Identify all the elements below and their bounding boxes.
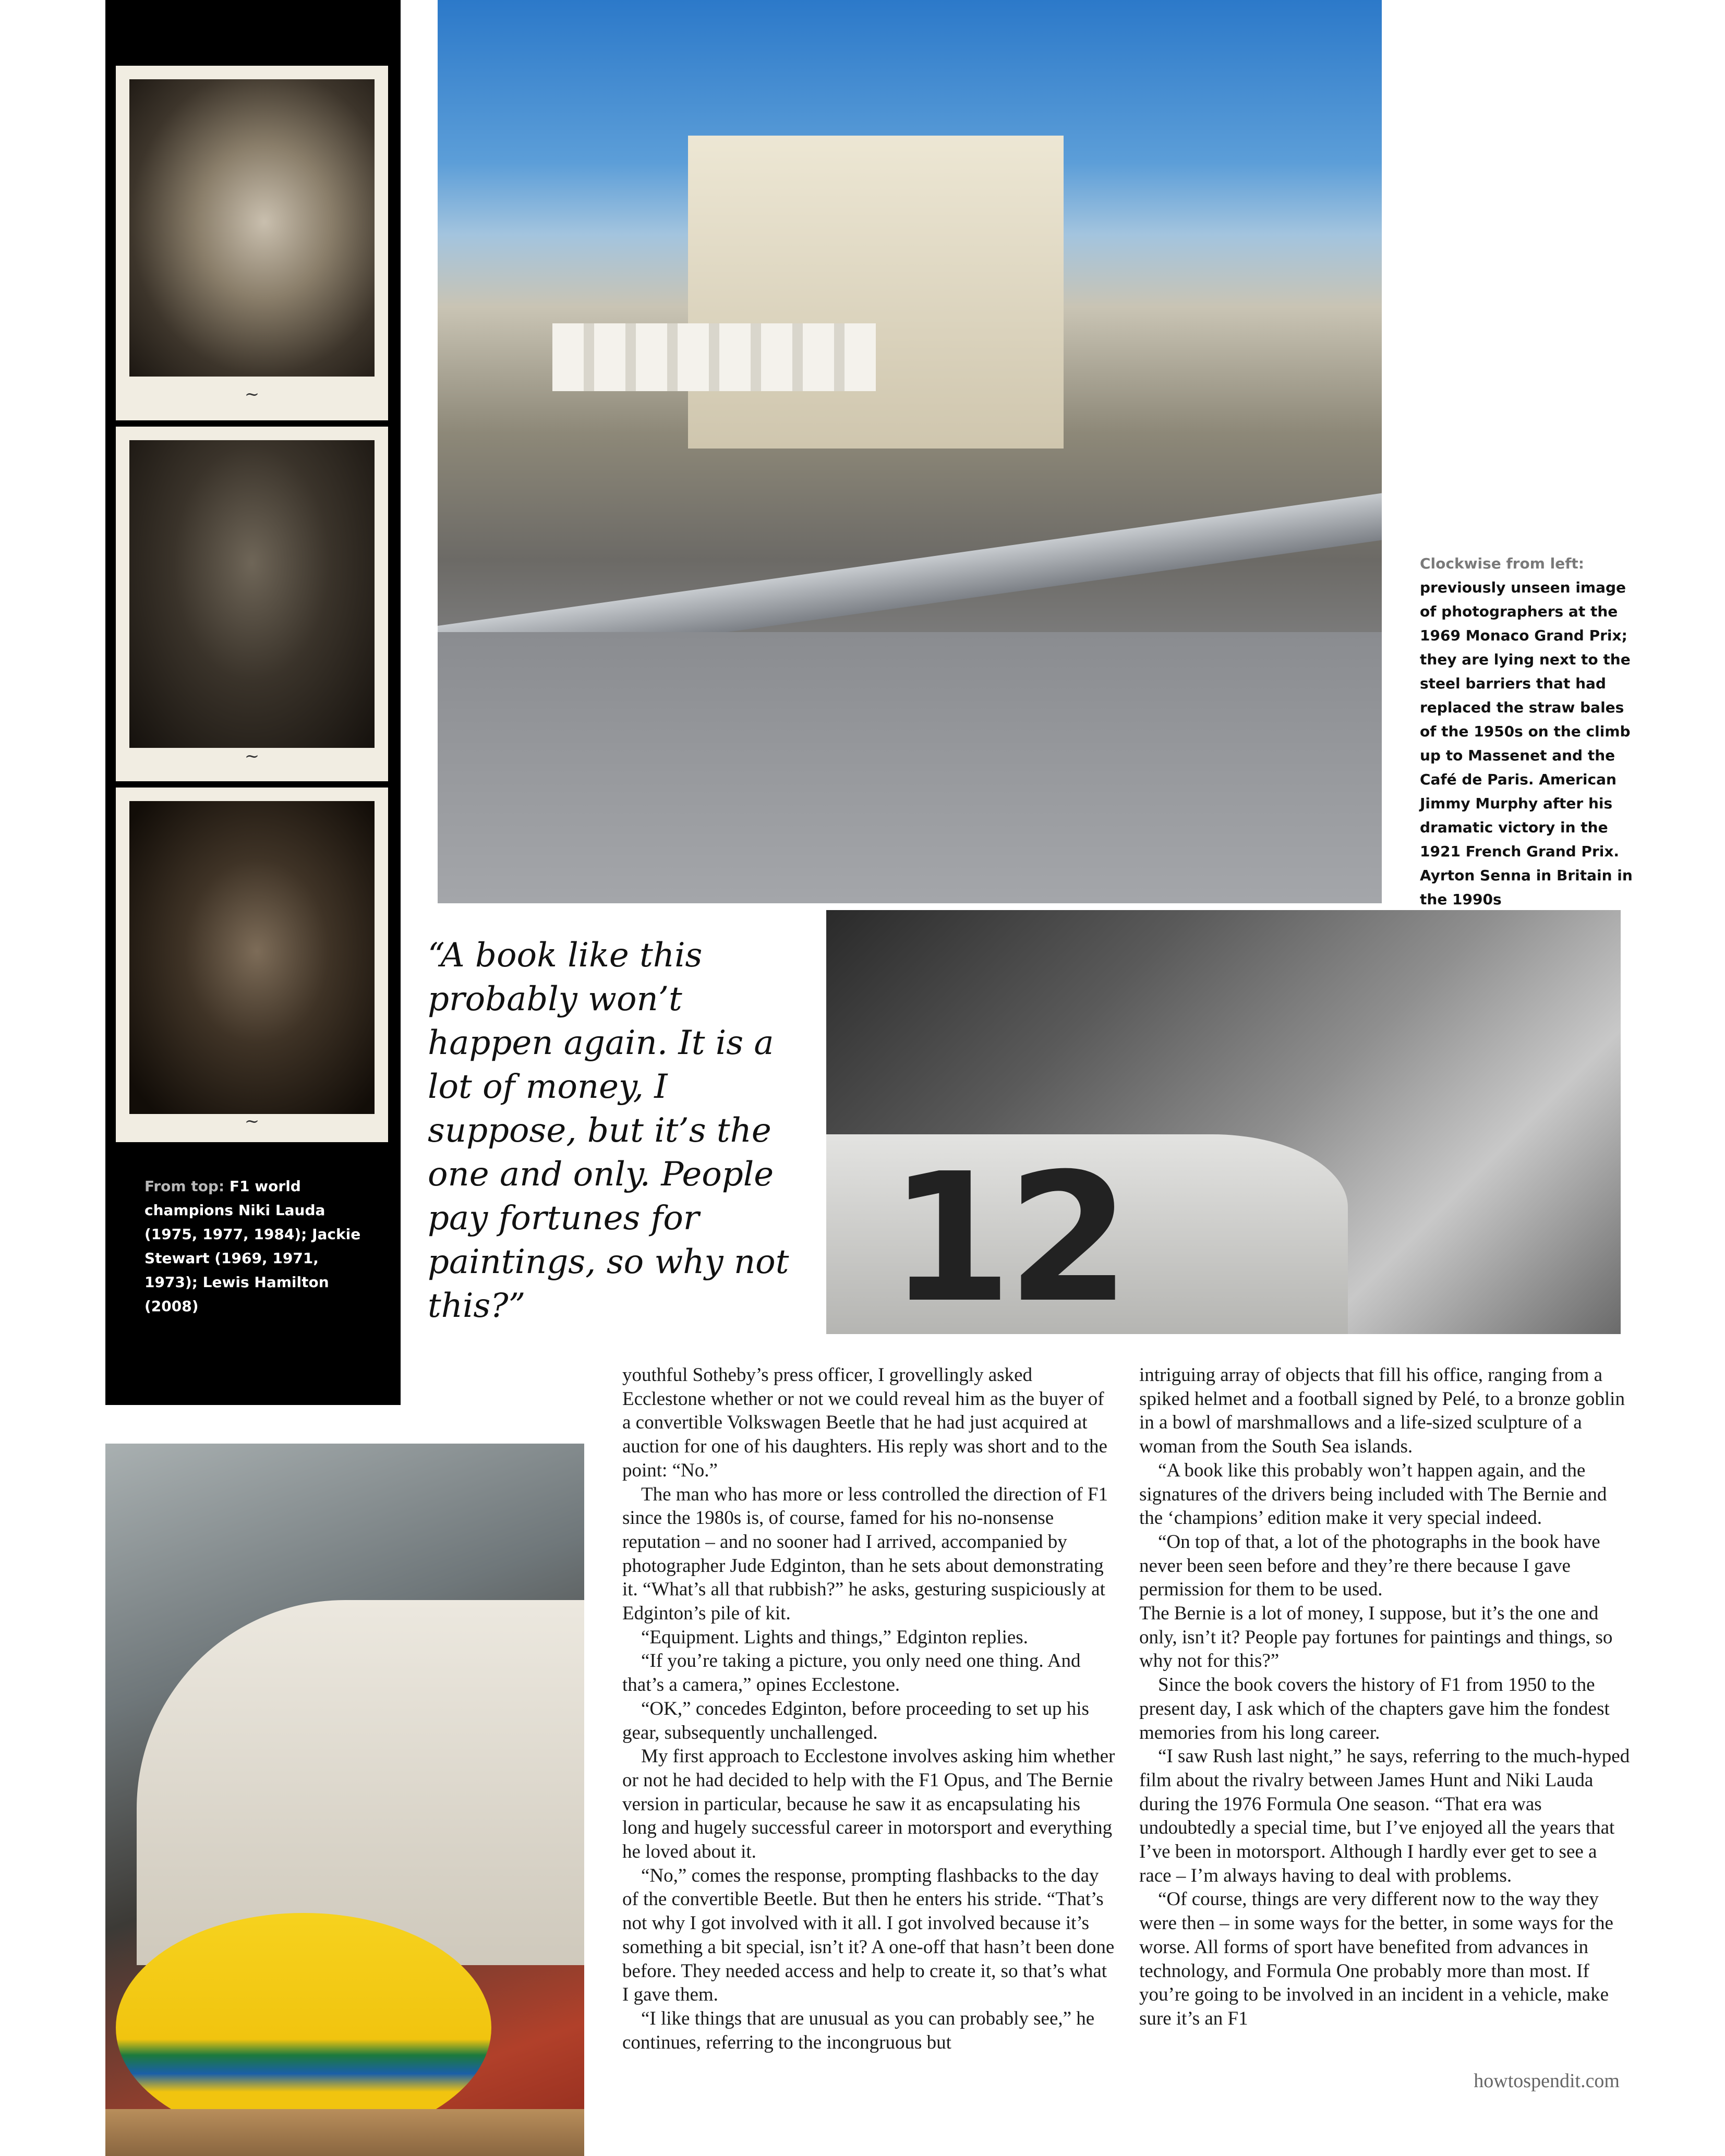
paragraph: Since the book covers the history of F1 from 1950 to the present day, I ask which of the chapters gave him the fondest memories from his long career. [1139, 1674, 1610, 1743]
signature-lauda: ~ [244, 384, 260, 405]
shop-awnings [552, 323, 876, 391]
portrait-strip [105, 0, 401, 1405]
paragraph: “No,” comes the response, prompting flashbacks to the day of the convertible Beetle. But then he enters his stride. “That’s not why I got involved with it all. I got involved because it’s something a bit special, isn’t it? A one-off that hasn’t been done before. They needed access and help to create it, so that’s what I gave them. [622, 1864, 1115, 2006]
driver-figure [137, 1600, 584, 1965]
polaroid-niki-lauda [116, 66, 388, 420]
site-footer: howtospendit.com [1474, 2070, 1620, 2092]
helmet [116, 1913, 491, 2142]
paragraph: youthful Sotheby’s press officer, I grovellingly asked Ecclestone whether or not we could reveal him as the buyer of a convertible Volkswagen Beetle that he had just acquired at auction for one of his daughters. His reply was short and to the point: “No.” [622, 1364, 1107, 1481]
photo-lewis-hamilton [129, 801, 375, 1114]
portrait-caption-text: F1 world champions Niki Lauda (1975, 1977, 1984); Jackie Stewart (1969, 1971, 1973); Lewis Hamilton (2008) [144, 1178, 361, 1315]
paragraph: The man who has more or less controlled the direction of F1 since the 1980s is, of course, famed for his no-nonsense reputation – and no sooner had I arrived, accompanied by photographer Jude Edginton, than he sets about demonstrating it. “What’s all that rubbish?” he asks, gesturing suspiciously at Edginton’s pile of kit. [622, 1483, 1108, 1625]
paragraph: The Bernie is a lot of money, I suppose, but it’s the one and only, isn’t it? People pay fortunes for paintings and things, so why not for this?” [1139, 1603, 1613, 1672]
body-column-2 [1139, 1363, 1634, 2031]
signature-stewart: ~ [244, 746, 260, 767]
pull-quote: “A book like this probably won’t happen again. It is a lot of money, I suppose, but it’s the one and only. People pay fortunes for paintings, so why not this?” [428, 936, 789, 1325]
paragraph: My first approach to Ecclestone involves asking him whether or not he had decided to help with the F1 Opus, and The Bernie version in particular, because he saw it as encapsulating his long and hugely successful career in motorsport and everything he loved about it. [622, 1746, 1115, 1863]
portrait-caption [144, 1174, 369, 1318]
track-road [438, 632, 1382, 903]
photo-caption-lead: Clockwise from left: [1420, 555, 1584, 572]
paragraph: “Equipment. Lights and things,” Edginton replies. [641, 1626, 1028, 1648]
polaroid-jackie-stewart [116, 427, 388, 781]
paragraph: “Of course, things are very different now to the way they were then – in some ways for the better, in some ways for the worse. All forms of sport have benefited from advances in technology, and Formula One probably more than most. If you’re going to be involved in an incident in a vehicle, make sure it’s an F1 [1139, 1888, 1613, 2029]
car-number: 12 [889, 1135, 1126, 1334]
paragraph: intriguing array of objects that fill his office, ranging from a spiked helmet and a football signed by Pelé, to a bronze goblin in a bowl of marshmallows and a life-sized sculpture of a woman from the South Sea islands. [1139, 1364, 1625, 1458]
photo-caption-text: previously unseen image of photographers at the 1969 Monaco Grand Prix; they are lying next to the steel barriers that had replaced the straw bales of the 1950s on the climb up to Massenet and the Café de Paris. American Jimmy Murphy after his dramatic victory in the 1921 French Grand Prix. Ayrton Senna in Britain in the 1990s [1420, 579, 1633, 908]
signature-hamilton: ~ [244, 1111, 260, 1132]
casino-building [688, 136, 1064, 449]
photo-niki-lauda [129, 79, 375, 377]
photo-ayrton-senna [105, 1444, 584, 2156]
photo-jimmy-murphy [826, 910, 1621, 1334]
photo-monaco-grand-prix [438, 0, 1382, 903]
photo-jackie-stewart [129, 440, 375, 748]
paragraph: “A book like this probably won’t happen again, and the signatures of the drivers being included with The Bernie and the ‘champions’ edition make it very special indeed. [1139, 1459, 1607, 1529]
portrait-caption-lead: From top: [144, 1178, 225, 1195]
paragraph: “OK,” concedes Edginton, before proceeding to set up his gear, subsequently unchallenged. [622, 1698, 1089, 1743]
body-column-1 [622, 1363, 1117, 2054]
paragraph: “I saw Rush last night,” he says, referring to the much-hyped film about the rivalry between James Hunt and Niki Lauda during the 1976 Formula One season. “That era was undoubtedly a special time, but I’ve enjoyed all the years that I’ve been in motorsport. Although I hardly ever get to see a race – I’m always having to deal with problems. [1139, 1746, 1630, 1886]
paragraph: “On top of that, a lot of the photographs in the book have never been seen before and they’re there because I gave permission for them to be used. [1139, 1531, 1600, 1601]
paragraph: “I like things that are unusual as you can probably see,” he continues, referring to the incongruous but [622, 2007, 1095, 2053]
paragraph: “If you’re taking a picture, you only need one thing. And that’s a camera,” opines Ecclestone. [622, 1650, 1081, 1696]
polaroid-lewis-hamilton [116, 788, 388, 1142]
wooden-bench [105, 2109, 584, 2156]
photo-caption [1420, 552, 1639, 912]
